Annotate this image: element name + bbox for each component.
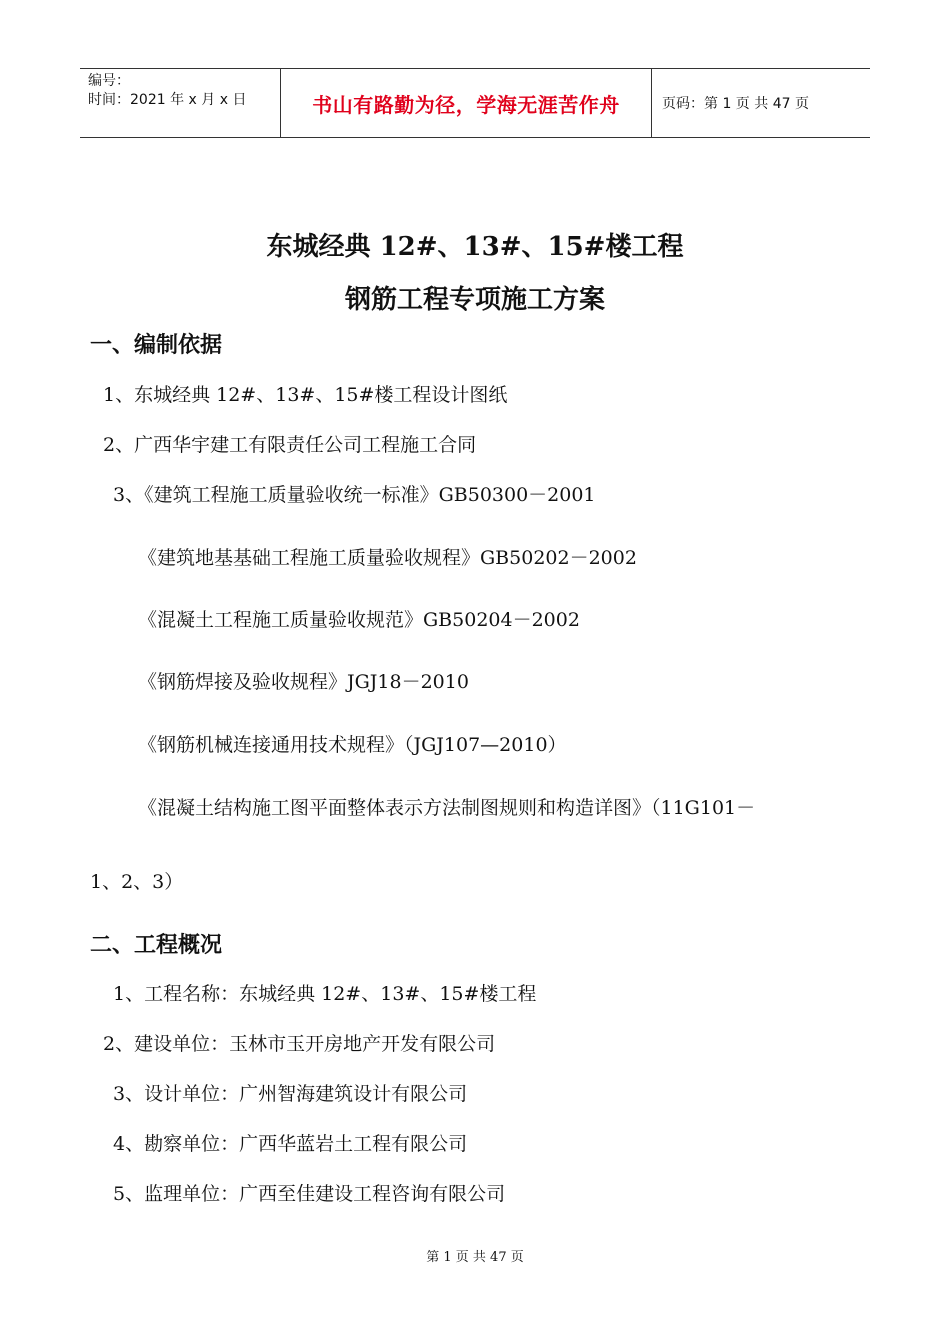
page-footer: 第 1 页 共 47 页 [426, 1250, 524, 1265]
section1-item: 1、东城经典 12#、13#、15#楼工程设计图纸 [103, 384, 508, 406]
section1-item: 2、广西华宇建工有限责任公司工程施工合同 [103, 434, 477, 456]
section1-item: 1、2、3） [90, 871, 184, 893]
document-title-line2: 钢筋工程专项施工方案 [344, 285, 605, 315]
header-meta [80, 69, 280, 137]
section2-item: 5、监理单位：广西至佳建设工程咨询有限公司 [113, 1183, 506, 1205]
section1-item: 《钢筋机械连接通用技术规程》（JGJ107—2010） [138, 734, 567, 756]
section1-heading: 一、编制依据 [90, 333, 223, 358]
section2-item: 1、工程名称：东城经典 12#、13#、15#楼工程 [113, 983, 537, 1005]
document-title-line1: 东城经典 12#、13#、15#楼工程 [266, 232, 684, 262]
section1-item: 《混凝土结构施工图平面整体表示方法制图规则和构造详图》（11G101－ [138, 797, 756, 819]
header-motto-cell [280, 69, 652, 137]
document-header [80, 68, 870, 138]
section2-item: 2、建设单位：玉林市玉开房地产开发有限公司 [103, 1033, 496, 1055]
section1-item: 《混凝土工程施工质量验收规范》GB50204－2002 [138, 609, 580, 631]
header-time: 时间：2021 年 x 月 x 日 [88, 92, 247, 108]
section2-item: 3、设计单位：广州智海建筑设计有限公司 [113, 1083, 468, 1105]
header-motto: 书山有路勤为径，学海无涯苦作舟 [312, 92, 620, 117]
section1-item: 《钢筋焊接及验收规程》JGJ18－2010 [138, 671, 469, 693]
section2-item: 4、勘察单位：广西华蓝岩土工程有限公司 [113, 1133, 468, 1155]
header-number: 编号： [88, 73, 130, 89]
section1-item: 3、《建筑工程施工质量验收统一标准》GB50300－2001 [113, 484, 596, 506]
section1-item: 《建筑地基基础工程施工质量验收规程》GB50202－2002 [138, 547, 637, 569]
section2-heading: 二、工程概况 [90, 933, 223, 958]
header-page-info: 页码：第 1 页 共 47 页 [662, 96, 809, 112]
